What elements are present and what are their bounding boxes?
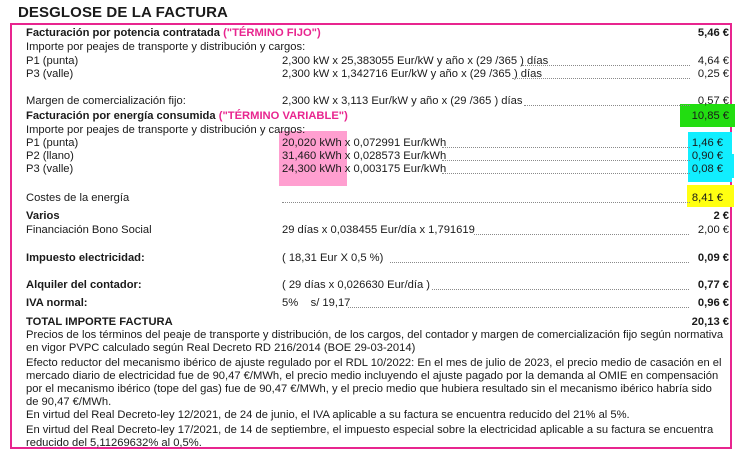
fijo-row-amount: 4,64 € <box>697 55 729 67</box>
variable-row-calc: 24,300 kWh x 0,003175 Eur/kWh <box>282 163 447 175</box>
leader-dots <box>442 159 690 161</box>
leader-dots <box>282 201 690 203</box>
fijo-heading <box>26 27 321 40</box>
fijo-row-label: P1 (punta) <box>26 55 79 67</box>
fijo-row-calc: 2,300 kW x 1,342716 Eur/kW y año x (29 /365 ) días <box>282 68 542 80</box>
highlight-cyan-tab <box>722 154 734 178</box>
page-title: DESGLOSE DE LA FACTURA <box>18 4 228 21</box>
variable-row-calc: 31,460 kWh x 0,028573 Eur/kWh <box>282 150 447 162</box>
fijo-row-calc: 2,300 kW x 25,383055 Eur/kW y año x (29 /365 ) días <box>282 55 549 67</box>
margen-label: Margen de comercialización fijo: <box>26 95 186 107</box>
fijo-subheading: Importe por peajes de transporte y distribución y cargos: <box>26 41 306 53</box>
variable-row-amount: 0,08 € <box>691 163 723 175</box>
leader-dots <box>432 288 689 290</box>
variable-row-amount: 0,90 € <box>691 150 723 162</box>
note-mecanismo-iberico: Efecto reductor del mecanismo ibérico de ajuste regulado por el RDL 10/2022: En el mes de julio de 2023, el precio medio de casación en el mercado diario de electricidad fue de 90,47 €/MWh, el precio medio incluyendo el ajuste pagado por la demanda al OMIE en compensación por el mecanismo ibérico (tope del gas) fue de 90,47 €/MWh, y el precio medio que hubiera resultado sin el mecanismo ibérico habría sido de 90,47 €/MWh. <box>26 357 722 408</box>
leader-dots <box>442 146 690 148</box>
note-iva-reducido: En virtud del Real Decreto-ley 12/2021, de 24 de junio, el IVA aplicable a su factura se encuentra reducido del 21% al 5%. <box>26 409 630 421</box>
variable-heading-text: Facturación por energía consumida <box>26 110 216 122</box>
leader-dots <box>442 172 690 174</box>
note-impuesto-reducido: En virtud del Real Decreto-ley 17/2021, de 14 de septiembre, el impuesto especial sobre la electricidad aplicable a su factura se encuentra reducido del 5,11269632% al 0,5%. <box>26 424 714 449</box>
fijo-total: 5,46 € <box>697 27 729 39</box>
variable-row-label: P3 (valle) <box>26 163 74 175</box>
leader-dots <box>522 64 690 66</box>
varios-heading: Varios <box>26 210 60 222</box>
bono-amount: 2,00 € <box>697 224 729 236</box>
leader-dots <box>524 104 690 106</box>
iva-amount: 0,96 € <box>697 297 729 309</box>
variable-row-amount: 1,46 € <box>691 137 723 149</box>
costes-label: Costes de la energía <box>26 192 130 204</box>
iva-calc: 5% s/ 19,17 <box>282 297 351 309</box>
impuesto-label: Impuesto electricidad: <box>26 252 145 264</box>
alquiler-amount: 0,77 € <box>697 279 729 291</box>
impuesto-calc: ( 18,31 Eur X 0,5 %) <box>282 252 384 264</box>
total-label: TOTAL IMPORTE FACTURA <box>26 316 173 328</box>
fijo-row-label: P3 (valle) <box>26 68 74 80</box>
fijo-row-amount: 0,25 € <box>697 68 729 80</box>
margen-amount: 0,57 € <box>697 95 729 107</box>
bono-calc: 29 días x 0,038455 Eur/día x 1,791619 <box>282 224 475 236</box>
costes-amount: 8,41 € <box>691 192 723 204</box>
variable-row-label: P2 (llano) <box>26 150 74 162</box>
iva-label: IVA normal: <box>26 297 88 309</box>
variable-row-calc: 20,020 kWh x 0,072991 Eur/kWh <box>282 137 447 149</box>
variable-subheading: Importe por peajes de transporte y distribución y cargos: <box>26 124 306 136</box>
leader-dots <box>390 261 689 263</box>
margen-calc: 2,300 kW x 3,113 Eur/kW y año x (29 /365 ) días <box>282 95 523 107</box>
alquiler-label: Alquiler del contador: <box>26 279 142 291</box>
fijo-heading-text: Facturación por potencia contratada <box>26 27 220 39</box>
alquiler-calc: ( 29 días x 0,026630 Eur/día ) <box>282 279 431 291</box>
variable-heading <box>26 110 348 123</box>
variable-total: 10,85 € <box>691 110 729 122</box>
varios-total: 2 € <box>713 210 729 222</box>
note-normativa: Precios de los términos del peaje de transporte y distribución, de los cargos, del contador y margen de comercialización fijo según normativa en vigor PVPC calculado según Real Decreto RD 216/2014 (BOE 29-03-2014) <box>26 329 724 354</box>
bono-label: Financiación Bono Social <box>26 224 152 236</box>
variable-heading-tag: ("TÉRMINO VARIABLE") <box>218 110 348 122</box>
variable-row-label: P1 (punta) <box>26 137 79 149</box>
leader-dots <box>348 306 689 308</box>
fijo-heading-tag: ("TÉRMINO FIJO") <box>223 27 321 39</box>
leader-dots <box>512 77 690 79</box>
total-amount: 20,13 € <box>691 316 729 328</box>
impuesto-amount: 0,09 € <box>697 252 729 264</box>
leader-dots <box>474 233 689 235</box>
